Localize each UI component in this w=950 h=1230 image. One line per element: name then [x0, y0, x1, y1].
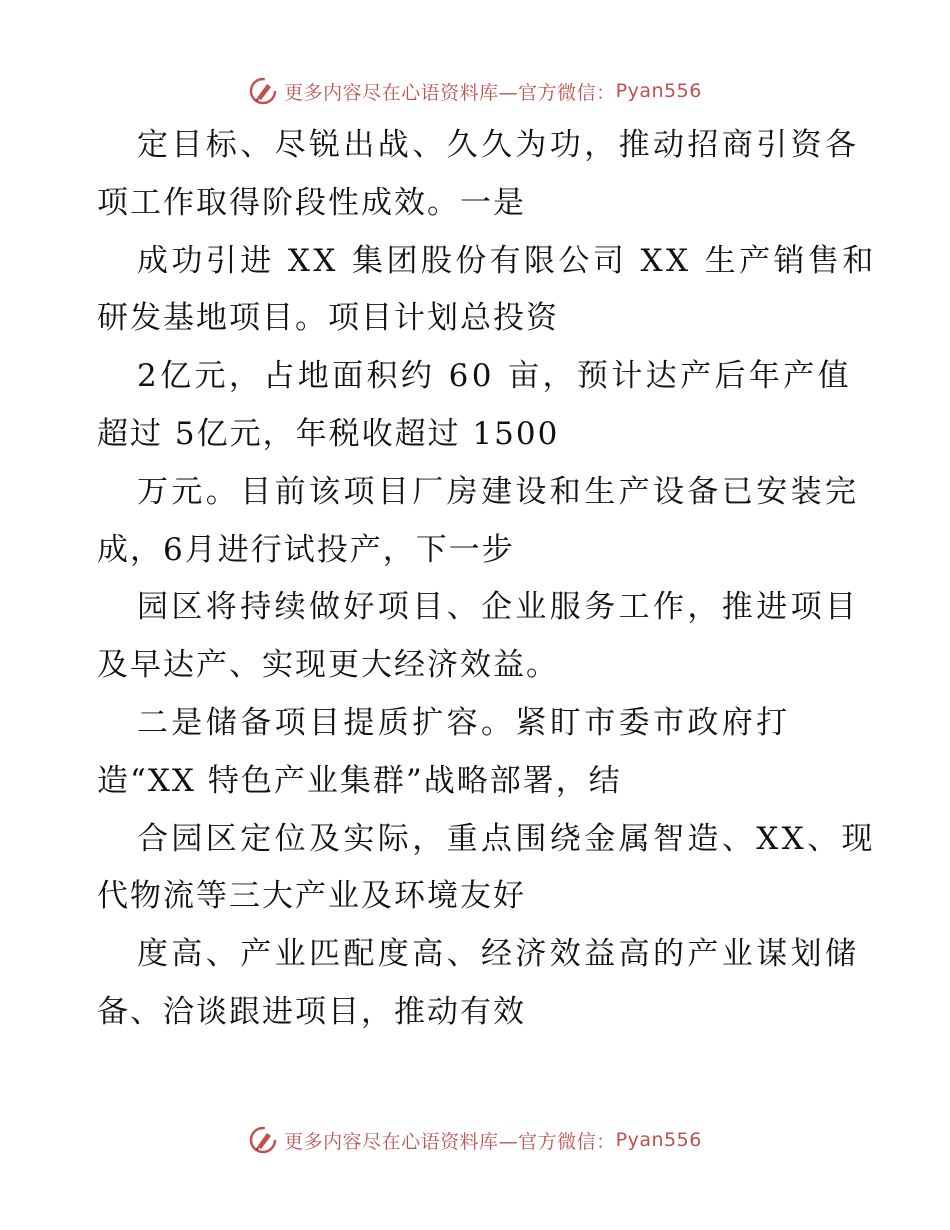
pen-nib-circle-icon: [248, 76, 278, 106]
paragraph: [97, 811, 876, 927]
paragraph: [97, 579, 860, 695]
paragraph: [97, 233, 877, 349]
paragraph-line: 合园区定位及实际，重点围绕金属智造、XX、现: [137, 820, 876, 857]
footer-banner: [0, 1120, 950, 1160]
pen-nib-circle-icon: [248, 1125, 278, 1155]
paragraph-line: 研发基地项目。项目计划总投资: [97, 300, 559, 337]
paragraph-line: 园区将持续做好项目、企业服务工作，推进项目: [137, 589, 860, 626]
paragraph-line: 定目标、尽锐出战、久久为功，推动招商引资各: [137, 127, 860, 163]
paragraph-line: 及早达产、实现更大经济效益。: [97, 647, 559, 684]
paragraph-line: 代物流等三大产业及环境友好: [97, 878, 526, 915]
banner-text: 更多内容尽在心语资料库—官方微信：: [284, 1130, 616, 1153]
paragraph: [97, 926, 860, 1042]
wechat-id: Pyan556: [615, 1129, 702, 1151]
paragraph-line: 备、洽谈跟进项目，推动有效: [97, 993, 526, 1030]
paragraph-line: 二是储备项目提质扩容。紧盯市委市政府打: [137, 704, 791, 741]
paragraph: [97, 117, 860, 233]
paragraph-line: 万元。目前该项目厂房建设和生产设备已安装完: [137, 473, 860, 510]
document-body: [97, 117, 877, 1042]
paragraph-line: 度高、产业匹配度高、经济效益高的产业谋划储: [137, 936, 860, 973]
paragraph: [97, 348, 857, 464]
wechat-id: Pyan556: [615, 80, 702, 102]
paragraph-line: 造“XX 特色产业集群”战略部署，结: [97, 762, 622, 799]
paragraph-line: 成，6月进行试投产，下一步: [97, 531, 515, 568]
paragraph: [97, 695, 857, 811]
paragraph: [97, 464, 860, 580]
banner-text: 更多内容尽在心语资料库—官方微信：: [284, 81, 616, 104]
paragraph-line: 2亿元，占地面积约 60 亩，预计达产后年产值: [137, 358, 853, 395]
header-banner: [0, 71, 950, 111]
paragraph-line: 超过 5亿元，年税收超过 1500: [97, 415, 560, 452]
paragraph-line: 成功引进 XX 集团股份有限公司 XX 生产销售和: [137, 242, 877, 279]
paragraph-line: 项工作取得阶段性成效。一是: [97, 184, 526, 221]
